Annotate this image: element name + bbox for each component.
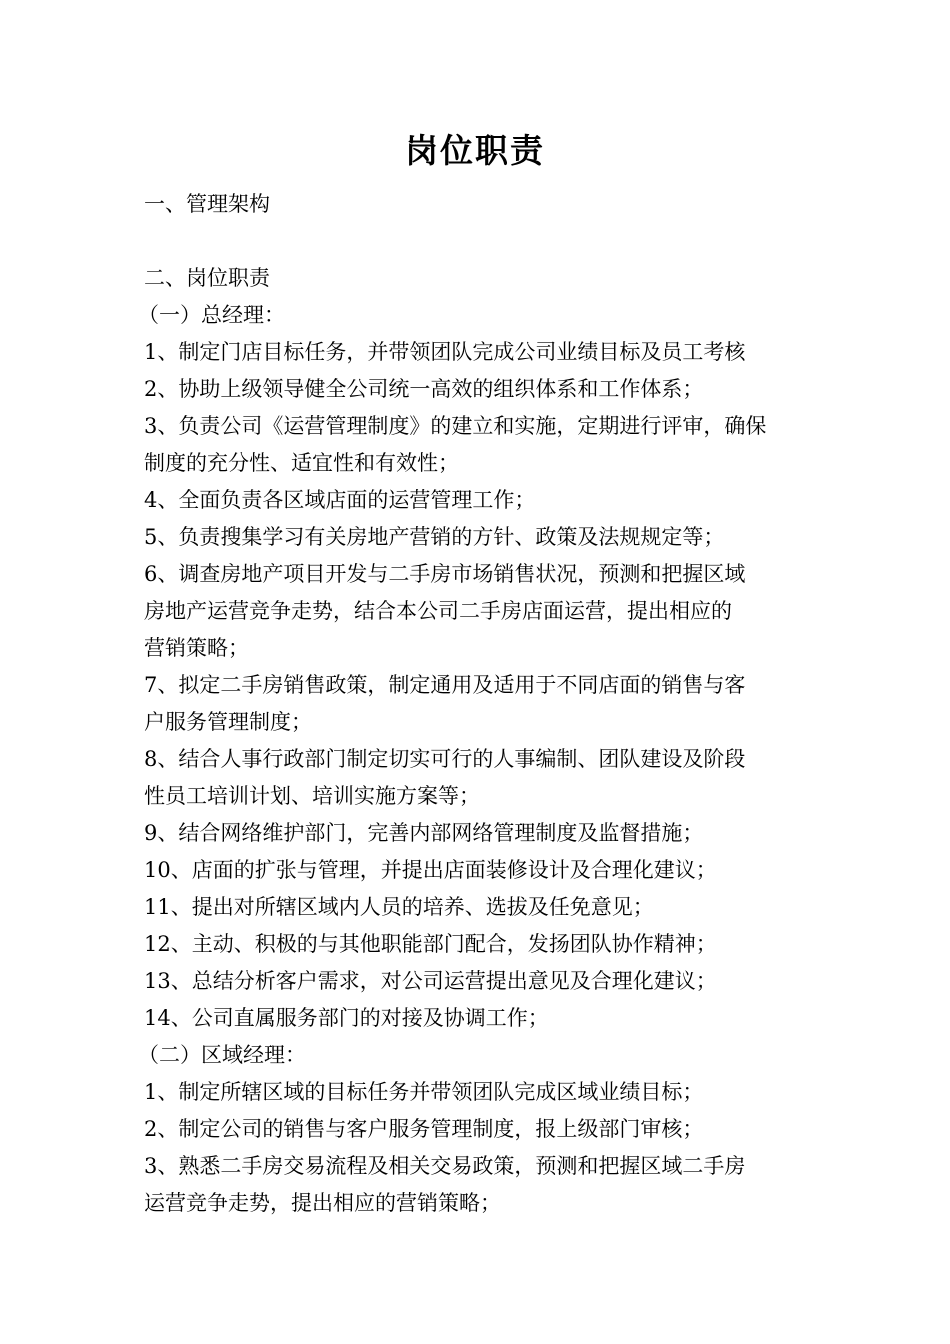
- text-line: 1、制定门店目标任务，并带领团队完成公司业绩目标及员工考核: [144, 340, 746, 364]
- text-line: 运营竞争走势，提出相应的营销策略；: [144, 1191, 501, 1215]
- text-line: 制度的充分性、适宜性和有效性；: [144, 451, 459, 475]
- text-line: 10、店面的扩张与管理，并提出店面装修设计及合理化建议；: [144, 858, 717, 882]
- text-line: 9、结合网络维护部门，完善内部网络管理制度及监督措施；: [144, 821, 704, 845]
- subsection-heading: （一）总经理：: [138, 303, 285, 327]
- text-line: 12、主动、积极的与其他职能部门配合，发扬团队协作精神；: [144, 932, 717, 956]
- text-line: 7、拟定二手房销售政策，制定通用及适用于不同店面的销售与客: [144, 673, 746, 697]
- text-line: 6、调查房地产项目开发与二手房市场销售状况，预测和把握区域: [144, 562, 746, 586]
- text-line: 13、总结分析客户需求，对公司运营提出意见及合理化建议；: [144, 969, 717, 993]
- text-line: 5、负责搜集学习有关房地产营销的方针、政策及法规规定等；: [144, 525, 725, 549]
- text-line: 11、提出对所辖区域内人员的培养、选拔及任免意见；: [144, 895, 654, 919]
- text-line: 1、制定所辖区域的目标任务并带领团队完成区域业绩目标；: [144, 1080, 704, 1104]
- text-line: 性员工培训计划、培训实施方案等；: [144, 784, 480, 808]
- text-line: 3、熟悉二手房交易流程及相关交易政策，预测和把握区域二手房: [144, 1154, 746, 1178]
- text-line: 2、制定公司的销售与客户服务管理制度，报上级部门审核；: [144, 1117, 704, 1141]
- text-line: 户服务管理制度；: [144, 710, 312, 734]
- section-heading: 二、岗位职责: [144, 266, 270, 290]
- text-line: 2、协助上级领导健全公司统一高效的组织体系和工作体系；: [144, 377, 704, 401]
- text-line: 14、公司直属服务部门的对接及协调工作；: [144, 1006, 549, 1030]
- text-line: 8、结合人事行政部门制定切实可行的人事编制、团队建设及阶段: [144, 747, 746, 771]
- subsection-heading: （二）区域经理：: [138, 1043, 306, 1067]
- text-line: 房地产运营竞争走势，结合本公司二手房店面运营，提出相应的: [144, 599, 732, 623]
- text-line: 4、全面负责各区域店面的运营管理工作；: [144, 488, 536, 512]
- text-line: 3、负责公司《运营管理制度》的建立和实施，定期进行评审，确保: [144, 414, 767, 438]
- section-heading: 一、管理架构: [144, 192, 270, 216]
- text-line: 营销策略；: [144, 636, 249, 660]
- page-title: 岗位职责: [405, 131, 545, 170]
